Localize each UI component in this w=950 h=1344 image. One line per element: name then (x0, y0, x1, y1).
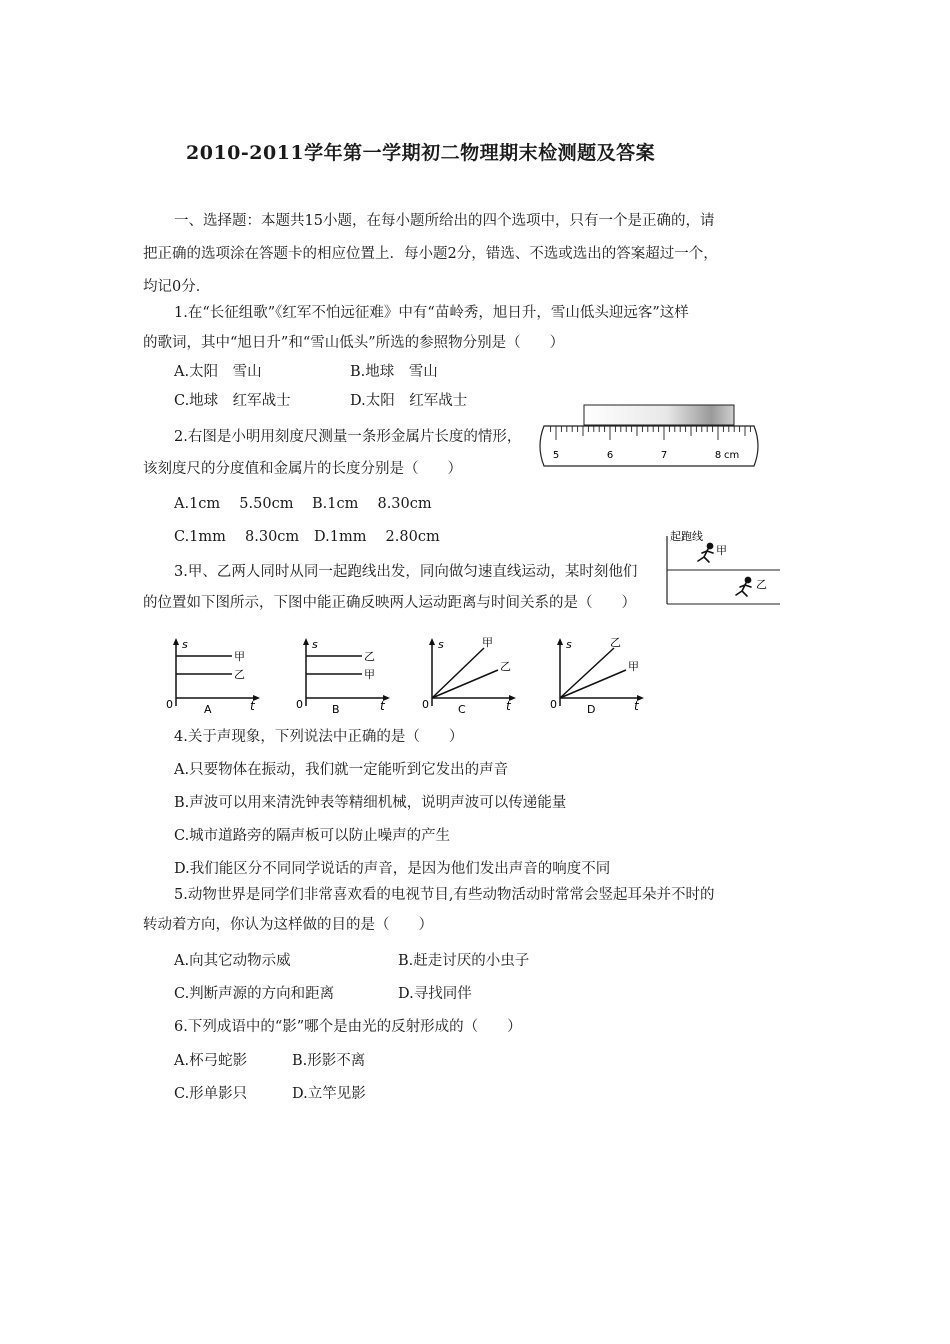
start-line-label: 起跑线 (670, 530, 703, 543)
q5-option-d: D.寻找同伴 (398, 986, 472, 1002)
st-graph-d (544, 636, 652, 718)
graph-d-axis-t: t (634, 699, 639, 713)
graph-b-line-top-label: 乙 (364, 650, 375, 663)
graph-c-line-bottom-label: 乙 (500, 660, 511, 673)
graph-a-axis-t: t (250, 699, 255, 713)
graph-d-line-top-label: 乙 (610, 636, 621, 649)
q3-stem-line1: 3.甲、乙两人同时从同一起跑线出发，同向做匀速直线运动，某时刻他们 (174, 564, 638, 580)
ruler-label-7: 7 (660, 450, 668, 461)
ruler-label-8: 8 (714, 450, 722, 461)
graph-a-line-bottom-label: 乙 (234, 668, 245, 681)
graph-c-axis-s: s (438, 638, 444, 651)
graph-c-axis-t: t (506, 699, 511, 713)
graph-b-origin: 0 (296, 698, 303, 711)
ruler-label-6: 6 (606, 450, 614, 461)
graph-a-label: A (204, 703, 212, 716)
ruler-figure (536, 404, 762, 472)
q1-stem-line2: 的歌词，其中“旭日升”和“雪山低头”所选的参照物分别是（ ） (143, 335, 565, 351)
graph-b-axis-t: t (380, 699, 385, 713)
q2-option-a: A.1cm 5.50cm (174, 496, 294, 512)
page-title: 2010-2011学年第一学期初二物理期末检测题及答案 (186, 142, 656, 164)
q1-option-c: C.地球 红军战士 (174, 393, 291, 409)
graph-b-line-bottom-label: 甲 (364, 668, 375, 681)
q1-option-a: A.太阳 雪山 (174, 364, 262, 380)
metal-strip (584, 405, 734, 425)
q4-stem: 4.关于声现象，下列说法中正确的是（ ） (174, 729, 464, 745)
q6-option-c: C.形单影只 (174, 1086, 248, 1102)
graph-c-origin: 0 (422, 698, 429, 711)
runner-yi-label: 乙 (756, 578, 767, 591)
graph-d-origin: 0 (550, 698, 557, 711)
graph-a-line-top-label: 甲 (234, 650, 245, 663)
q1-stem-line1: 1.在“长征组歌”《红军不怕远征难》中有“苗岭秀，旭日升，雪山低头迎远客”这样 (174, 305, 689, 321)
graph-d-axis-s: s (566, 638, 572, 651)
section-instructions-line3: 均记0分． (143, 279, 211, 295)
q2-stem-line1: 2.右图是小明用刻度尺测量一条形金属片长度的情形， (174, 429, 522, 445)
graph-c-label: C (458, 703, 466, 716)
q4-option-d: D.我们能区分不同同学说话的声音，是因为他们发出声音的响度不同 (174, 861, 611, 877)
q2-stem-line2: 该刻度尺的分度值和金属片的长度分别是（ ） (143, 461, 462, 477)
graph-c-line-top-label: 甲 (482, 636, 493, 649)
q5-option-a: A.向其它动物示威 (174, 953, 291, 969)
q6-stem: 6.下列成语中的“影”哪个是由光的反射形成的（ ） (174, 1019, 522, 1035)
graph-a-origin: 0 (166, 698, 173, 711)
q6-option-b: B.形影不离 (292, 1053, 366, 1069)
st-graph-a (160, 636, 268, 718)
q4-option-c: C.城市道路旁的隔声板可以防止噪声的产生 (174, 828, 451, 844)
q5-option-c: C.判断声源的方向和距离 (174, 986, 335, 1002)
runner-jia-label: 甲 (716, 544, 727, 557)
section-instructions-line2: 把正确的选项涂在答题卡的相应位置上．每小题2分，错选、不选或选出的答案超过一个， (143, 246, 718, 262)
runner-jia-icon (698, 543, 713, 562)
q5-stem-line2: 转动着方向，你认为这样做的目的是（ ） (143, 917, 433, 933)
q4-option-a: A.只要物体在振动，我们就一定能听到它发出的声音 (174, 762, 509, 778)
section-instructions-line1: 一、选择题：本题共15小题，在每小题所给出的四个选项中，只有一个是正确的，请 (174, 213, 715, 229)
q3-stem-line2: 的位置如下图所示，下图中能正确反映两人运动距离与时间关系的是（ ） (143, 595, 636, 611)
graph-b-axis-s: s (312, 638, 318, 651)
q5-option-b: B.赶走讨厌的小虫子 (398, 953, 530, 969)
ruler-label-5: 5 (552, 450, 560, 461)
runner-yi-icon (736, 577, 751, 596)
graph-a-axis-s: s (182, 638, 188, 651)
st-graph-b (290, 636, 398, 718)
graph-d-label: D (587, 703, 596, 716)
q4-option-b: B.声波可以用来清洗钟表等精细机械，说明声波可以传递能量 (174, 795, 567, 811)
graph-d-line-bottom-label: 甲 (628, 660, 639, 673)
q2-option-c: C.1mm 8.30cm (174, 529, 300, 545)
q6-option-d: D.立竿见影 (292, 1086, 366, 1102)
q1-option-b: B.地球 雪山 (350, 364, 438, 380)
q6-option-a: A.杯弓蛇影 (174, 1053, 248, 1069)
q2-option-d: D.1mm 2.80cm (314, 529, 440, 545)
q5-stem-line1: 5.动物世界是同学们非常喜欢看的电视节目,有些动物活动时常常会竖起耳朵并不时的 (174, 887, 715, 903)
race-figure (660, 526, 780, 608)
graph-b-label: B (332, 703, 340, 716)
ruler-unit: cm (724, 450, 740, 461)
st-graph-c (416, 636, 524, 718)
q1-option-d: D.太阳 红军战士 (350, 393, 468, 409)
q2-option-b: B.1cm 8.30cm (312, 496, 432, 512)
